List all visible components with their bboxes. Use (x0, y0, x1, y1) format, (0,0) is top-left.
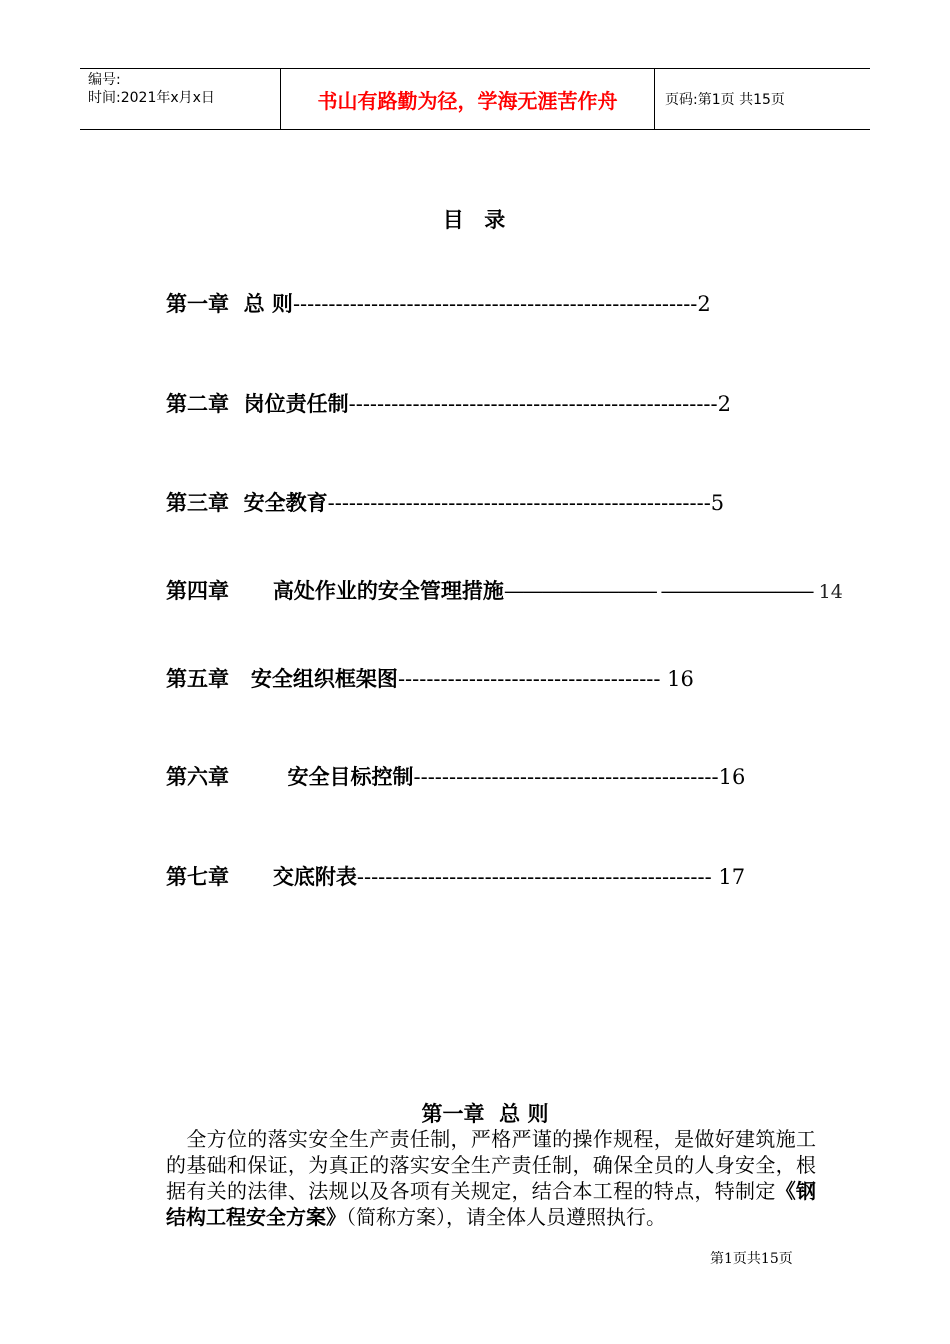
toc-item-page: 14 (812, 581, 843, 603)
toc-item-page: 2 (697, 292, 711, 316)
chapter-body (166, 1126, 816, 1230)
toc-item-leader: ------------------------------------- (397, 667, 661, 691)
toc-item-leader: ---------------------------------------------------- (348, 392, 718, 416)
toc-item-2[interactable] (166, 389, 731, 419)
toc-item-label: 第五章 安全组织框架图 (166, 667, 398, 691)
toc-item-label: 第四章 高处作业的安全管理措施 (166, 579, 504, 603)
toc-item-leader: -------------------------------------------------- (356, 865, 712, 889)
toc-item-6[interactable] (166, 762, 745, 792)
toc-item-5[interactable] (166, 664, 694, 694)
toc-item-page: 16 (718, 765, 746, 789)
toc-item-label: 第七章 交底附表 (166, 865, 357, 889)
toc-item-leader: ------------------------------------------- (413, 765, 719, 789)
header-page-label: 页码:第1页 共15页 (665, 92, 785, 108)
toc-item-label: 第六章 安全目标控制 (166, 765, 414, 789)
toc-item-leader: ———————— ———————— (503, 579, 813, 603)
chapter-heading: 第一章 总 则 (421, 1102, 549, 1126)
toc-title: 目 录 (442, 208, 508, 232)
toc-item-page: 2 (717, 392, 731, 416)
page-header (80, 68, 870, 130)
toc-item-label: 第一章 总 则 (166, 292, 293, 316)
chapter-paragraph (166, 1126, 816, 1230)
toc-item-leader: --------------------------------------------------------- (292, 292, 698, 316)
header-motto: 书山有路勤为径，学海无涯苦作舟 (281, 69, 655, 129)
header-meta (80, 69, 281, 129)
document-title-ref: 《钢结构工程安全方案》 (166, 1179, 817, 1229)
toc-item-4[interactable] (166, 576, 843, 607)
time-label: 时间:2021年x月x日 (88, 90, 215, 106)
toc-item-label: 第三章 安全教育 (166, 491, 328, 515)
toc-item-page: 5 (710, 491, 725, 515)
paragraph-text-2: （简称方案），请全体人员遵照执行。 (346, 1205, 666, 1229)
toc-item-page: 16 (660, 667, 694, 691)
toc-item-3[interactable] (166, 488, 724, 518)
toc-item-leader: ------------------------------------------------------ (327, 491, 711, 515)
number-label: 编号: (88, 72, 121, 88)
page-footer: 第1页共15页 (710, 1251, 793, 1267)
toc-item-7[interactable] (166, 862, 745, 892)
toc-item-label: 第二章 岗位责任制 (166, 392, 349, 416)
toc-item-1[interactable] (166, 289, 711, 319)
toc-item-page: 17 (711, 865, 746, 889)
paragraph-text-1: 全方位的落实安全生产责任制，严格严谨的操作规程，是做好建筑施工的基础和保证，为真正的落实安全生产责任制，确保全员的人身安全，根据有关的法律、法规以及各项有关规定，结合本工程的特点，特制定 (166, 1127, 816, 1203)
